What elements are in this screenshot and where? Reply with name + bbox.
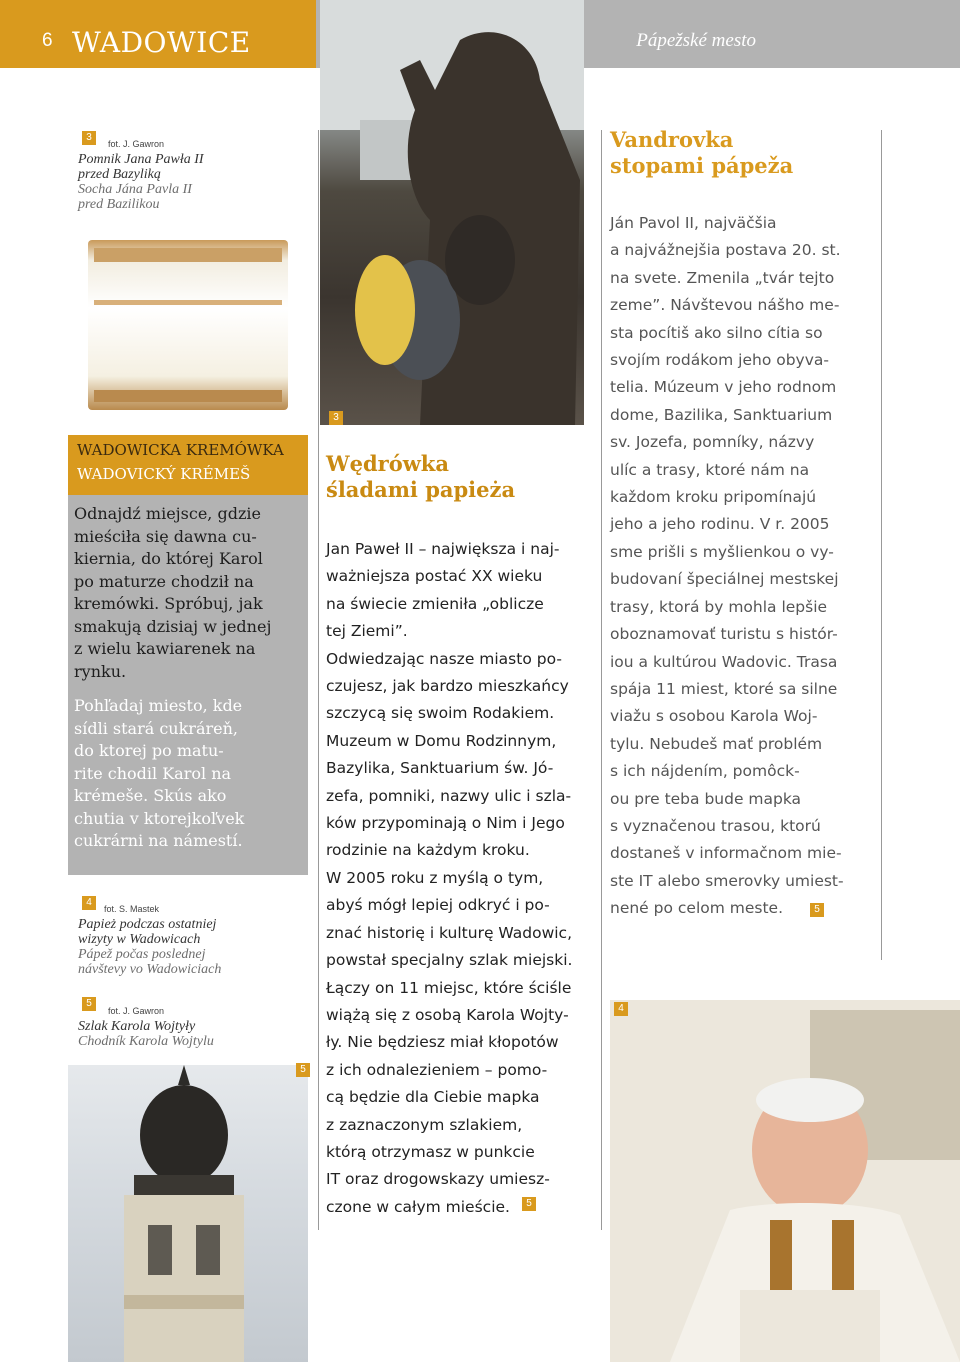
right-text-line: spája 11 miest, ktoré sa silne [610,679,838,698]
right-text-line: nené po celom meste. [610,899,784,918]
middle-text-line: Jan Paweł II – największa i naj- [326,540,560,558]
middle-text-line: ły. Nie będziesz miał kłopotów [326,1033,559,1052]
kremowka-sk-line: cukrárni na námestí. [74,831,243,850]
right-text-line: tylu. Nebudeš mať problém [610,734,823,753]
middle-text-line: z zaznaczonym szlakiem, [326,1115,523,1134]
middle-text-line: Łączy on 11 miejsc, które ściśle [326,978,572,997]
kremowka-pl-line: mieściła się dawna cu- [74,526,257,546]
right-text-line: každom kroku pripomínajú [610,488,817,507]
column-divider [601,130,602,1230]
middle-text-line: którą otrzymasz w punkcie [326,1142,535,1161]
kremowka-sk-line: chutia v ktorejkoľvek [74,808,245,828]
middle-text-line: IT oraz drogowskazy umiesz- [326,1170,550,1189]
caption-sk: návštevy vo Wadowiciach [78,962,222,977]
right-text-line: zeme”. Návštevou nášho me- [610,296,840,315]
inline-badge-5: 5 [810,903,824,917]
tower-photo [68,1065,308,1362]
right-text-line: ulíc a trasy, ktoré nám na [610,460,810,479]
middle-heading-line: śladami papieża [326,477,516,502]
kremowka-title-pl: WADOWICKA KREMÓWKA [77,441,284,459]
right-text-line: budovaní špeciálnej mestskej [610,570,839,589]
kremowka-sk-line: sídli stará cukráreň, [74,718,238,738]
photo-badge-4: 4 [82,896,96,910]
right-text-line: na svete. Zmenila „tvár tejto [610,268,835,287]
caption-sk: pred Bazilikou [78,197,160,212]
kremowka-pl-line: kremówki. Spróbuj, jak [74,594,263,613]
caption-5 [78,1019,298,1049]
middle-text-line: rodzinie na każdym kroku. [326,841,530,860]
middle-text-line: czone w całym mieście. [326,1197,510,1216]
right-text-line: oboznamovať turistu s histór- [610,625,838,644]
middle-text-line: z ich odnalezieniem – pomo- [326,1060,548,1079]
caption-pl: przed Bazyliką [78,167,161,182]
inline-badge-5: 5 [522,1197,536,1211]
statue-image [320,0,584,425]
middle-text-line: zefa, pomniki, nazwy ulic i szla- [326,786,572,805]
page-number: 6 [42,30,53,51]
pope-image [610,1000,960,1362]
right-text-line: iou a kultúrou Wadovic. Trasa [610,652,838,671]
caption-pl: wizyty w Wadowicach [78,932,201,947]
right-text-line: s ich nájdením, pomôck- [610,762,800,781]
photo-badge-3b: 3 [329,411,343,425]
right-text-line: sme prišli s myšlienkou o vy- [610,542,834,561]
kremowka-title-box [68,435,308,495]
church-tower-image [68,1065,308,1362]
right-text-line: sv. Jozefa, pomníky, názvy [610,433,815,452]
right-heading-line: stopami pápeža [610,153,794,178]
right-text-line: ou pre teba bude mapka [610,789,802,808]
right-text-line: viažu s osobou Karola Woj- [610,707,818,726]
right-heading-line: Vandrovka [610,127,734,152]
middle-text-line: cą będzie dla Ciebie mapka [326,1088,540,1107]
right-text-line: s vyznačenou trasou, ktorú [610,816,821,835]
middle-text-line: Odwiedzając nasze miasto po- [326,649,562,668]
kremowka-pl-line: po maturze chodził na [74,571,254,591]
photo-badge-4b: 4 [614,1002,628,1016]
kremowka-sk-line: do ktorej po matu- [74,741,224,760]
kremowka-pl-line: z wielu kawiarenek na [74,639,256,658]
middle-article-text [326,536,596,1221]
middle-text-line: ków przypominają o Nim i Jego [326,814,565,833]
page-number-box [0,0,68,68]
middle-text-line: powstał specjalny szlak miejski. [326,951,573,970]
caption-pl: Pomnik Jana Pawła II [78,152,204,167]
right-text-line: svojím rodákom jeho obyva- [610,351,829,370]
right-text-line: a najvážnejšia postava 20. st. [610,241,841,260]
right-text-line: Ján Pavol II, najväčšia [610,214,777,232]
pope-photo [610,1000,960,1362]
right-heading [610,127,793,179]
kremowka-sk-line: rite chodil Karol na [74,763,232,783]
kremowka-pl-line: smakują dzisiaj w jednej [74,616,272,636]
middle-text-line: znać historię i kulturę Wadowic, [326,923,573,942]
kremowka-photo [88,240,288,410]
caption-pl: Papież podczas ostatniej [78,917,217,932]
middle-text-line: abyś mógł lepiej odkryć i po- [326,896,550,915]
right-article-text [610,210,885,923]
right-text-line: jeho a jeho rodinu. V r. 2005 [610,515,830,534]
caption-3 [78,152,278,212]
kremowka-sk-line: krémeše. Skús ako [74,786,227,805]
kremowka-box [68,495,308,875]
caption-4 [78,917,298,977]
photo-credit: fot. J. Gawron [108,139,165,149]
middle-heading-line: Wędrówka [326,451,449,476]
title-box [68,0,316,68]
kremowka-text-sk [74,695,306,853]
photo-credit: fot. S. Mastek [104,904,160,914]
middle-text-line: szczycą się swoim Rodakiem. [326,704,555,723]
kremowka-text-pl [74,503,306,683]
column-divider [318,130,319,1230]
right-text-line: sta pocítiš ako silno cítia so [610,323,823,342]
middle-heading [326,451,515,503]
photo-badge-3: 3 [82,131,96,145]
page-subtitle: Pápežské mesto [636,30,756,51]
kremowka-pl-line: rynku. [74,661,127,681]
photo-badge-5: 5 [82,997,96,1011]
middle-text-line: W 2005 roku z myślą o tym, [326,868,544,887]
kremowka-sk-line: Pohľadaj miesto, kde [74,696,243,715]
caption-sk: Pápež počas poslednej [78,947,206,962]
right-text-line: ste IT alebo smerovky umiest- [610,871,844,890]
right-text-line: dome, Bazilika, Sanktuarium [610,405,833,424]
kremowka-title-sk: WADOVICKÝ KRÉMEŠ [77,465,251,483]
photo-badge-5b: 5 [296,1063,310,1077]
statue-photo [320,0,584,425]
photo-credit: fot. J. Gawron [108,1006,165,1016]
column-divider [881,130,882,960]
caption-sk: Socha Jána Pavla II [78,182,192,197]
right-text-line: dostaneš v informačnom mie- [610,844,842,863]
cake-image [88,240,288,410]
middle-text-line: wiążą się z osobą Karola Wojty- [326,1005,569,1024]
middle-text-line: ważniejsza postać XX wieku [326,567,543,586]
right-text-line: trasy, ktorá by mohla lepšie [610,597,828,616]
caption-pl: Szlak Karola Wojtyły [78,1019,196,1034]
middle-text-line: na świecie zmieniła „oblicze [326,594,544,613]
kremowka-pl-line: kiernia, do której Karol [74,549,263,568]
right-text-line: telia. Múzeum v jeho rodnom [610,378,837,397]
middle-text-line: tej Ziemi”. [326,622,408,641]
middle-text-line: Bazylika, Sanktuarium św. Jó- [326,759,554,778]
kremowka-pl-line: Odnajdź miejsce, gdzie [74,504,261,523]
caption-sk: Chodník Karola Wojtylu [78,1034,214,1049]
middle-text-line: Muzeum w Domu Rodzinnym, [326,731,557,750]
page-title: WADOWICE [72,26,251,59]
middle-text-line: czujesz, jak bardzo mieszkańcy [326,677,569,696]
